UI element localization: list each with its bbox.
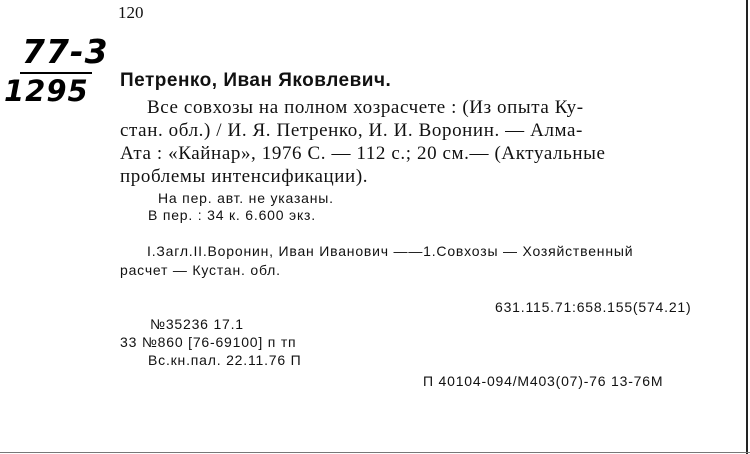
call-number-top: 77-3 <box>22 32 109 71</box>
author-heading: Петренко, Иван Яковлевич. <box>120 70 392 91</box>
note-line: На пер. авт. не указаны. <box>158 190 334 206</box>
publisher-code: П 40104-094/М403(07)-76 13-76М <box>423 373 664 389</box>
card-edge-bottom <box>0 452 750 453</box>
note-line: В пер. : 34 к. 6.600 экз. <box>148 207 316 223</box>
page-number: 120 <box>118 3 144 22</box>
call-number-bottom: 1295 <box>4 74 89 108</box>
title-line: стан. обл.) / И. Я. Петренко, И. И. Воронин. — Алма- <box>120 120 583 141</box>
tracing-line: I.Загл.II.Воронин, Иван Иванович ——1.Совхозы — Хозяйственный <box>147 243 634 259</box>
title-line: Все совхозы на полном хозрасчете : (Из опыта Ку- <box>147 97 584 118</box>
registry-line: №35236 17.1 <box>150 316 244 332</box>
tracing-line: расчет — Кустан. обл. <box>120 262 281 278</box>
registry-line: Вс.кн.пал. 22.11.76 П <box>148 352 302 368</box>
card-edge-right <box>746 0 748 454</box>
registry-line: 33 №860 [76-69100] п тп <box>120 334 297 350</box>
title-line: Ата : «Кайнар», 1976 С. — 112 с.; 20 см.— (Актуальные <box>120 143 606 164</box>
udc-index: 631.115.71:658.155(574.21) <box>495 299 692 315</box>
title-line: проблемы интенсификации). <box>120 166 369 187</box>
